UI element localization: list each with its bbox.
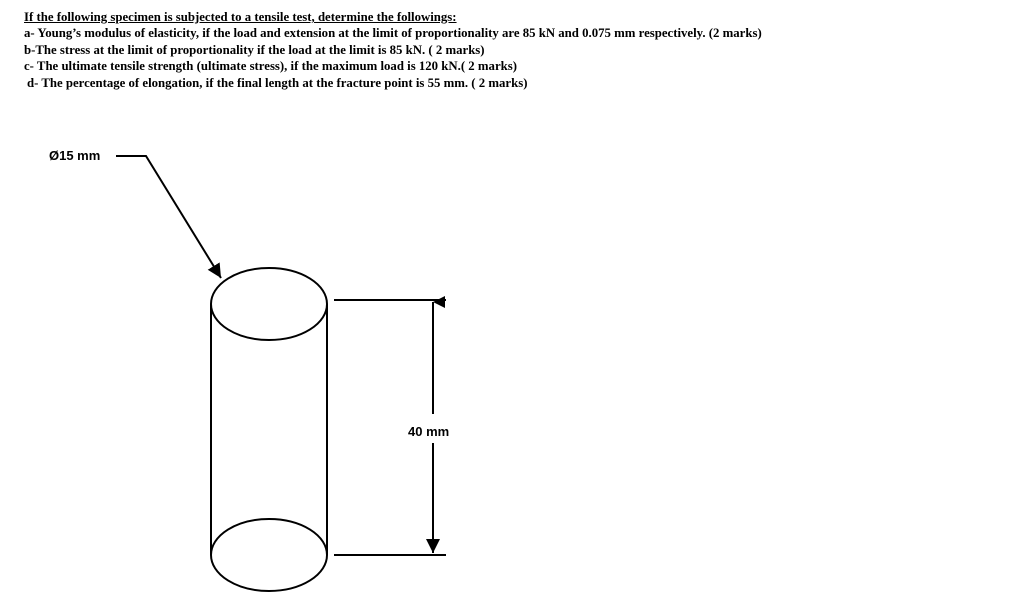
length-dimension <box>334 300 449 555</box>
diameter-label: Ø15 mm <box>49 148 101 163</box>
cylinder-top-ellipse <box>211 268 327 340</box>
diameter-callout <box>49 148 221 278</box>
question-item-a: a- Young’s modulus of elasticity, if the load and extension at the limit of proportionality are 85 kN and 0.075 mm respectively. (2 marks) <box>24 26 762 41</box>
question-item-c: c- The ultimate tensile strength (ultimate stress), if the maximum load is 120 kN.( 2 marks) <box>24 59 517 74</box>
question-item-d: d- The percentage of elongation, if the final length at the fracture point is 55 mm. ( 2 marks) <box>27 75 528 90</box>
question-item-b: b-The stress at the limit of proportionality if the load at the limit is 85 kN. ( 2 marks) <box>24 42 485 57</box>
diameter-leader-line <box>116 156 221 278</box>
cylinder-specimen <box>211 268 327 591</box>
length-label: 40 mm <box>408 424 450 439</box>
cylinder-bottom-ellipse <box>211 519 327 591</box>
question-heading: If the following specimen is subjected to a tensile test, determine the followings: <box>24 10 457 24</box>
